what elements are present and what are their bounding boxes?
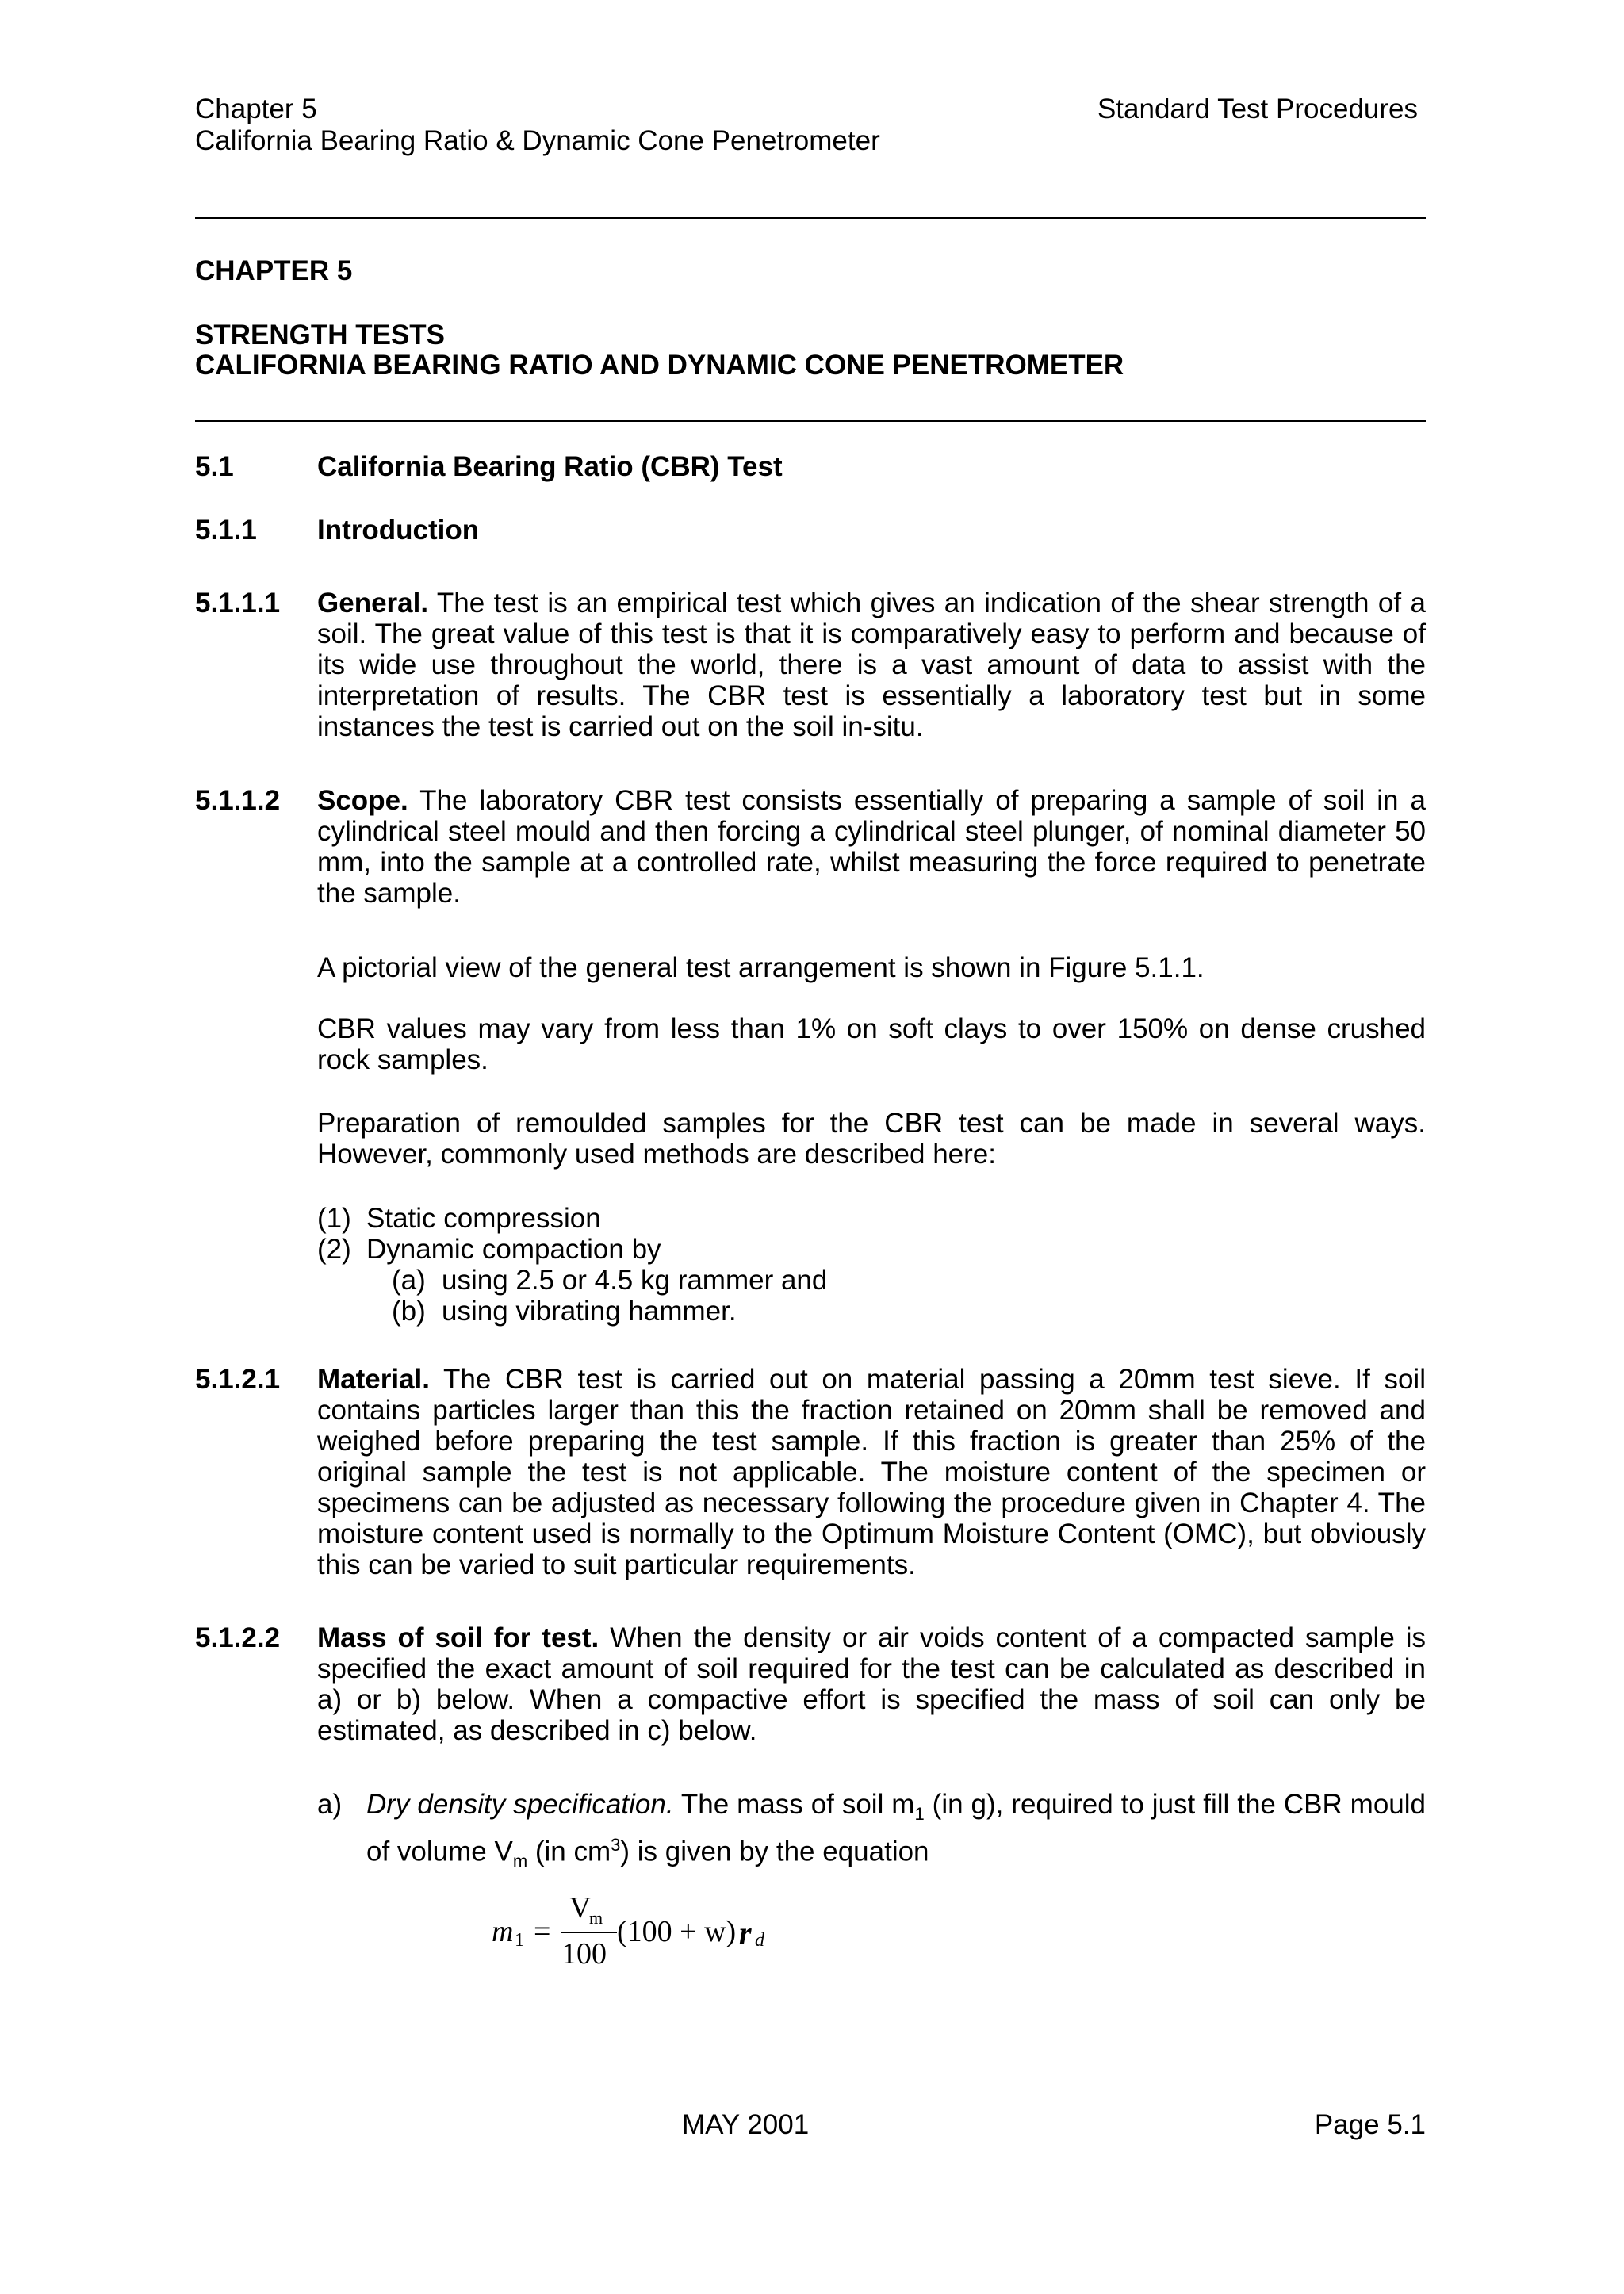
section-5-1-1-heading	[195, 515, 1426, 546]
item-a-dry-density	[317, 1789, 1426, 1871]
eq-lhs: m	[492, 1915, 514, 1948]
methods-list	[317, 1203, 1110, 1327]
item-text-part: (in g), required to just fill the CBR mould of volume V	[366, 1789, 1426, 1867]
list-marker: (a)	[392, 1265, 426, 1296]
eq-denominator: 100	[561, 1937, 607, 1970]
chapter-title-line2: CALIFORNIA BEARING RATIO AND DYNAMIC CONE PENETROMETER	[195, 350, 1124, 381]
list-text: Static compression	[366, 1203, 601, 1234]
eq-factor: (100 + w)	[617, 1915, 737, 1948]
list-text: Dynamic compaction by	[366, 1234, 661, 1265]
clause-lead: General.	[317, 588, 429, 618]
clause-text	[317, 785, 1426, 909]
header-chapter-title: California Bearing Ratio & Dynamic Cone Penetrometer	[195, 125, 880, 156]
list-marker: (b)	[392, 1296, 426, 1327]
list-text: using vibrating hammer.	[442, 1296, 737, 1327]
clause-lead: Mass of soil for test.	[317, 1622, 599, 1653]
page-header-left	[195, 94, 880, 157]
clause-number: 5.1.2.1	[195, 1364, 281, 1395]
eq-rho: r	[739, 1915, 752, 1951]
item-text-part: The mass of soil m	[673, 1789, 915, 1820]
section-number: 5.1	[195, 451, 234, 482]
equation-m1	[492, 1890, 809, 1978]
header-chapter: Chapter 5	[195, 94, 317, 124]
clause-5-1-1-1	[195, 588, 1426, 746]
clause-number: 5.1.1.1	[195, 588, 281, 618]
subscript: m	[512, 1851, 528, 1871]
eq-lhs-sub: 1	[515, 1930, 524, 1951]
list-item	[317, 1203, 1110, 1234]
clause-lead: Scope.	[317, 785, 408, 816]
clause-body: The test is an empirical test which gives an indication of the shear strength of a soil. The great value of this test is that it is comparatively easy to perform and because of its wide use throughout the world, there is a vast amount of data to assist with the interpretation of results. The CBR test is essentially a laboratory test but in some instances the test is carried out on the soil in-situ.	[317, 588, 1426, 742]
title-rule	[195, 420, 1426, 422]
page-header-right: Standard Test Procedures	[1097, 94, 1418, 124]
clause-body: The CBR test is carried out on material passing a 20mm test sieve. If soil contains particles larger than this the fraction retained on 20mm shall be removed and weighed before preparing the test sample. If this fraction is greater than 25% of the original sample the test is not applicable. The moisture content of the specimen or specimens can be adjusted as necessary following the procedure given in Chapter 4. The moisture content used is normally to the Optimum Moisture Content (OMC), but obviously this can be varied to suit particular requirements.	[317, 1364, 1426, 1580]
chapter-title-line1: STRENGTH TESTS	[195, 320, 446, 350]
list-text: using 2.5 or 4.5 kg rammer and	[442, 1265, 828, 1296]
item-text-part: (in cm	[527, 1836, 611, 1867]
clause-5-1-2-1	[195, 1364, 1426, 1586]
clause-5-1-1-2	[195, 785, 1426, 912]
eq-fraction-bar	[561, 1932, 617, 1933]
subscript: 1	[914, 1804, 925, 1824]
item-marker: a)	[317, 1789, 343, 1820]
clause-body: The laboratory CBR test consists essentially of preparing a sample of soil in a cylindrical steel mould and then forcing a cylindrical steel plunger, of nominal diameter 50 mm, into the sample at a controlled rate, whilst measuring the force required to penetrate the sample.	[317, 785, 1426, 909]
paragraph-preparation: Preparation of remoulded samples for the CBR test can be made in several ways. However, commonly used methods are described here:	[317, 1108, 1426, 1170]
section-title: California Bearing Ratio (CBR) Test	[317, 451, 783, 482]
item-lead: Dry density specification.	[366, 1789, 674, 1820]
list-item	[317, 1234, 1110, 1265]
item-text	[366, 1789, 1426, 1877]
section-title: Introduction	[317, 515, 480, 546]
clause-lead: Material.	[317, 1364, 430, 1395]
eq-rho-sub: d	[755, 1930, 764, 1951]
list-subitem	[317, 1265, 1110, 1296]
clause-text	[317, 588, 1426, 742]
clause-5-1-2-2	[195, 1622, 1426, 1749]
list-subitem	[317, 1296, 1110, 1327]
chapter-heading: CHAPTER 5	[195, 255, 353, 286]
section-5-1-heading	[195, 451, 1426, 483]
footer-date: MAY 2001	[682, 2109, 810, 2140]
superscript: 3	[611, 1835, 621, 1855]
clause-number: 5.1.1.2	[195, 785, 281, 816]
footer-page-number: Page 5.1	[1314, 2109, 1426, 2140]
clause-number: 5.1.2.2	[195, 1622, 281, 1653]
list-marker: (1)	[317, 1203, 351, 1234]
paragraph-cbr-values: CBR values may vary from less than 1% on soft clays to over 150% on dense crushed rock samples.	[317, 1013, 1426, 1075]
eq-numerator-sub: m	[589, 1908, 603, 1928]
paragraph-pictorial: A pictorial view of the general test arrangement is shown in Figure 5.1.1.	[317, 952, 1205, 983]
clause-body: When the density or air voids content of a compacted sample is specified the exact amount of soil required for the test can be calculated as described in a) or b) below. When a compactive effort is specified the mass of soil can only be estimated, as described in c) below.	[317, 1622, 1426, 1746]
section-number: 5.1.1	[195, 515, 257, 546]
eq-equals: =	[534, 1915, 551, 1948]
item-text-part: ) is given by the equation	[620, 1836, 929, 1867]
clause-text	[317, 1364, 1426, 1580]
list-marker: (2)	[317, 1234, 351, 1265]
eq-numerator: V	[569, 1891, 592, 1924]
clause-text	[317, 1622, 1426, 1746]
header-rule	[195, 217, 1426, 219]
